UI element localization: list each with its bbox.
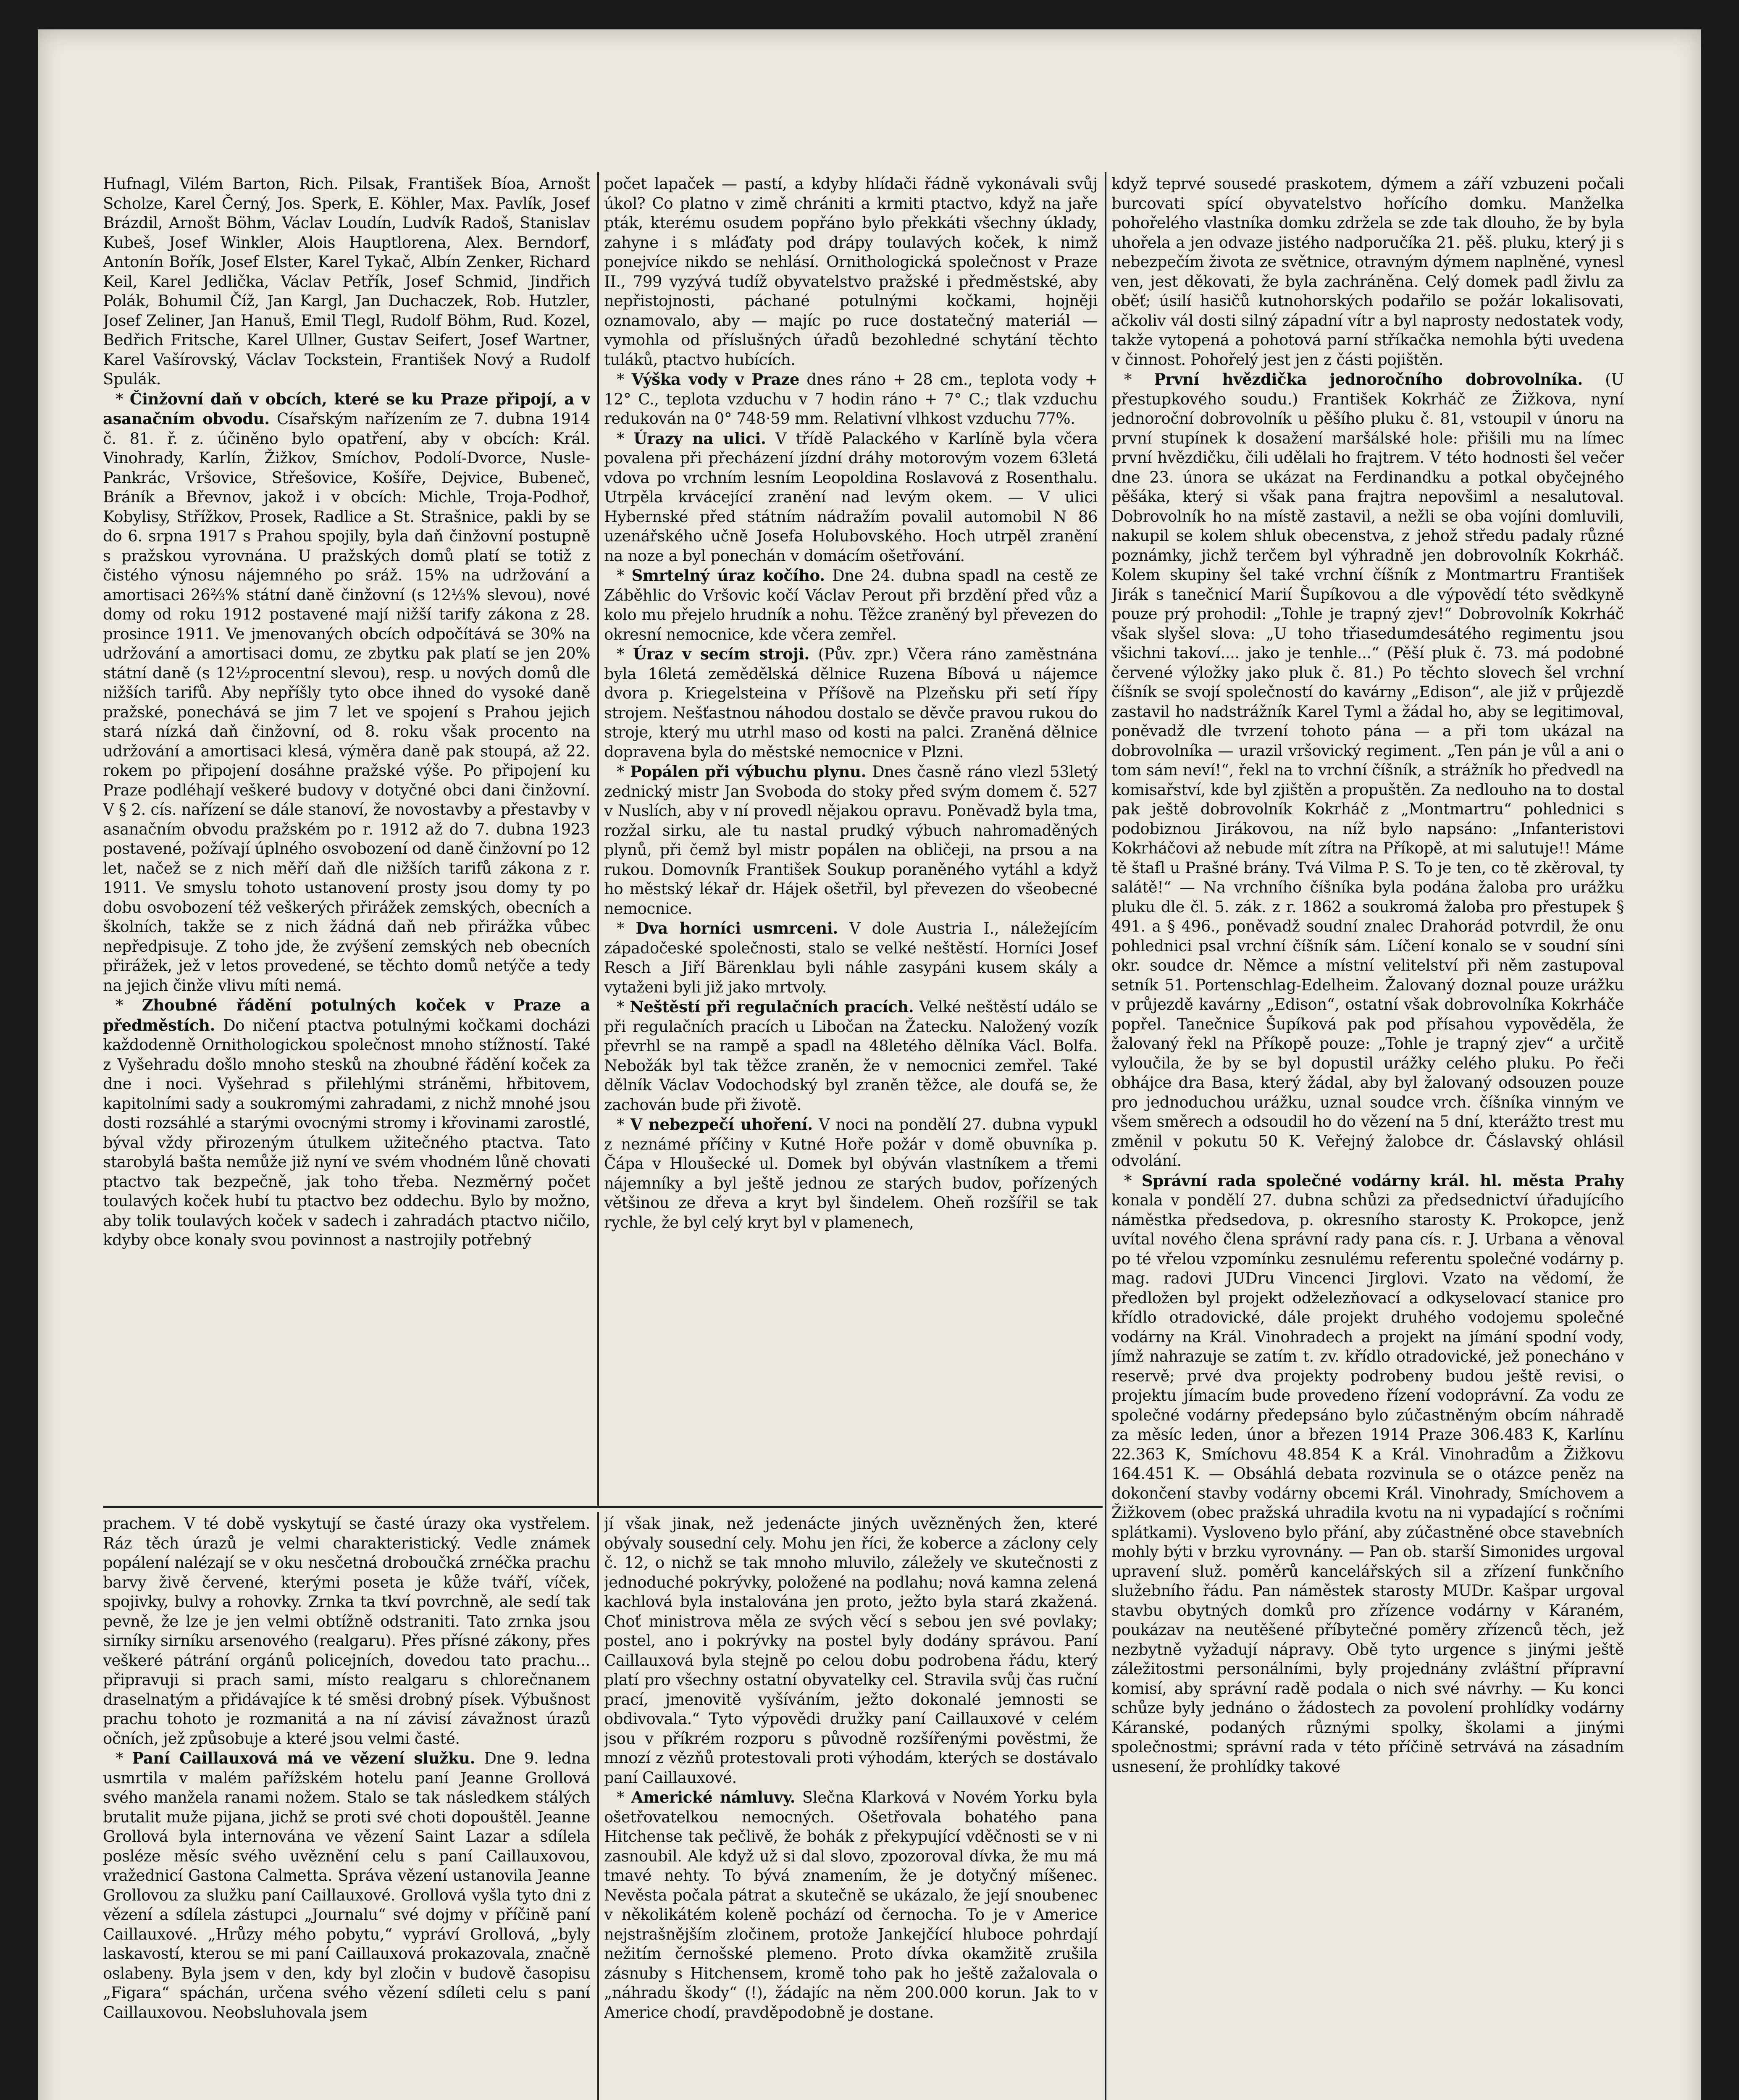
article-headline: Správní rada společné vodárny král. hl. města Prahy [1141, 1171, 1624, 1190]
top-column-3 [1111, 174, 1624, 2100]
article-text: V noci na pondělí 27. dubna vypukl z neznámé příčiny v Kutné Hoře požár v domě obuvníka p. Čápa v Hloušecké ul. Domek byl obýván vlastníkem a třemi nájemníky a byl ještě jednou ze starých budov, pořízených většinou ze dřeva a kryt byl šindelem. Oheň rozšířil se tak rychle, že byl celý kryt byl v plamenech, [604, 1116, 1098, 1231]
bottom-column-2 [604, 1514, 1098, 2100]
article-paragraph [103, 995, 590, 1250]
column-rule [597, 172, 599, 1508]
section-rule [103, 1506, 1103, 1508]
article-text: Císařským nařízením ze 7. dubna 1914 č. 81. ř. z. účiněno bylo opatření, aby v obcích: Král. Vinohrady, Karlín, Žižkov, Smíchov, Podolí-Dvorce, Nusle-Pankrác, Vršovice, Střešovice, Košíře, Dejvice, Bubeneč, Bráník a Břevnov, jakož i v obcích: Michle, Troja-Podhoř, Kobylisy, Střížkov, Prosek, Radlice a St. Strašnice, pakli by se do 6. srpna 1917 s Prahou spojily, byla daň činžovní postupně s pražskou vyrovnána. U pražských domů platí se totiž z čistého výnosu nájemného po sráž. 15% na udržování a amortisaci 26⅔% státní daně činžovní (s 12⅓% slevou), nové domy od roku 1912 postavené mají nižší tarify zákona z 28. prosince 1911. Ve jmenovaných obcích odpočítává se 30% na udržování a amortisaci domu, ze zbytku pak platí se jen 20% státní daně (s 12½procentní slevou), resp. u nových domů dle nižších tarifů. Aby nepříšly tyto obce ihned do vysoké daně pražské, ponechává se jim 7 let ve spojení s Prahou jejich stará nízká daň činžovní, od 8. roku však procento na udržování a amortisaci klesá, výměra daně pak stoupá, až 22. rokem po připojení dosáhne pražské výše. Po připojení ku Praze podléhají veškeré budovy v dotyčné obci dani činžovní. V § 2. cís. nařízení se dále stanoví, že novostavby a přestavby v asanačním obvodu pražském po r. 1912 až do 7. dubna 1923 postavené, požívají úplného osvobození od daně činžovní po 12 let, načež se z nich měří daň dle nižších tarifů zákona z r. 1911. Ve smyslu tohoto ustanovení prosty jsou domy ty po dobu osvobození též veškerých přirážek zemských, obecních a školních, takže se z nich žádná daň neb přirážka vůbec nepředpisuje. Z toho jde, že zvýšení zemských neb obecních přirážek, jež v letos provedené, se těchto domů netýče a tedy na jejich činže vlivu míti nemá. [103, 410, 590, 995]
article-paragraph [103, 1514, 590, 1748]
article-headline: Neštěstí při regulačních pracích. [630, 998, 914, 1016]
bullet-mark: * [617, 1788, 631, 1806]
article-headline: Zhoubné řádění potulných koček v Praze a předměstích. [103, 996, 590, 1034]
article-paragraph [604, 174, 1098, 370]
article-text: dnes ráno + 28 cm., teplota vody + 12° C., teplota vzduchu v 7 hodin ráno + 7° C.; tlak vzduchu redukován na 0° 748·59 mm. Relativní vlhkost vzduchu 77%. [604, 370, 1098, 428]
article-text: Dne 9. ledna usmrtila v malém pařížském hotelu paní Jeanne Grollová svého manžela ranami nožem. Stalo se tak následkem stálých brutalit muže pijana, jichž se proti své choti dopouštěl. Jeanne Grollová byla internována ve vězení Saint Lazar a sdílela posléze měsíc svého uvěznění celu s paní Caillauxovou, vražednicí Gastona Calmetta. Správa vězení ustanovila Jeanne Grollovou za služku paní Caillauxové. Grollová vyšla tyto dni z vězení a sdílela zástupci „Journalu“ své dojmy v příčině paní Caillauxové. „Hrůzy mého pobytu,“ vypráví Grollová, „byly laskavostí, kterou se mi paní Caillauxová prokazovala, značně oslabeny. Byla jsem v den, kdy byl zločin v budově časopisu „Figara“ spáchán, určena svého vězení sdíleti celu s paní Caillauxovou. Neobsluhovala jsem [103, 1749, 590, 2021]
article-headline: Paní Caillauxová má ve vězení služku. [132, 1749, 475, 1767]
article-headline: Smrtelný úraz kočího. [631, 566, 825, 585]
bullet-mark: * [617, 998, 630, 1016]
top-column-1 [103, 174, 590, 1499]
article-headline: Popálen při výbuchu plynu. [630, 762, 866, 781]
article-paragraph [103, 174, 590, 389]
article-text: když teprvé sousedé praskotem, dýmem a září vzbuzeni počali burcovati spící obyvatelstvo hořícího domku. Manželka pohořelého vlastníka domku zdržela se zde tak dlouho, že by byla uhořela a jen odvaze jistého nadporučíka 21. pěš. pluku, který ji s nebezpečím života ze světnice, otravným dýmem naplněné, vynesl ven, jest děkovati, že byla zachráněna. Celý domek padl živlu za oběť; úsilí hasičů kutnohorských podařilo se požár lokalisovati, ačkoliv vál dosti silný západní vítr a byl naprosty nedostatek vody, takže vytopená a pohotová parní stříkačka nemohla býti uvedena v činnost. Pohořelý jest jen z části pojištěn. [1111, 175, 1624, 369]
article-paragraph [1111, 1171, 1624, 1777]
bullet-mark: * [617, 645, 633, 663]
article-text: V dole Austria I., náležejícím západočeské společnosti, stalo se velké neštěstí. Horníci Josef Resch a Jiří Bärenklau byli náhle zasypáni kusem skály a vytaženi byli již jako mrtvoly. [604, 919, 1098, 996]
article-paragraph [604, 566, 1098, 644]
article-text: Slečna Klarková v Novém Yorku byla ošetřovatelkou nemocných. Ošetřovala bohatého pana Hitchense tak pečlivě, že bohák z překypující vděčnosti se v ni zasnoubil. Ale když už si dal slovo, zpozoroval dívka, že mu má tmavé nehty. To bývá znamením, že je dotyčný míšenec. Nevěsta počala pátrat a skutečně se ukázalo, že její snoubenec v několikátém koleně pochází od černocha. To je v Americe nejstrašnějším zločinem, protože Jankejčící hluboce pohrdají nežitím černošské plemeno. Proto dívka okamžitě zrušila zásnuby s Hitchensem, kromě toho pak ho ještě zažalovala o „náhradu škody“ (!), žádajíc na něm 200.000 korun. Jak to v Americe chodí, pravděpodobně je dostane. [604, 1788, 1098, 2021]
bullet-mark: * [617, 763, 630, 781]
article-headline: První hvězdička jednoročního dobrovolníka. [1154, 370, 1583, 388]
bullet-mark: * [116, 996, 142, 1014]
bottom-column-1 [103, 1514, 590, 2100]
article-paragraph [604, 1788, 1098, 2022]
article-paragraph [604, 644, 1098, 762]
article-paragraph [604, 919, 1098, 997]
top-column-2 [604, 174, 1098, 1499]
article-paragraph [604, 997, 1098, 1115]
bullet-mark: * [617, 370, 632, 388]
bullet-mark: * [617, 429, 634, 448]
article-headline: Výška vody v Praze [631, 370, 799, 388]
article-paragraph [604, 370, 1098, 429]
article-text: počet lapaček — pastí, a kdyby hlídači řádně vykonávali svůj úkol? Co platno v zimě chrániti a krmiti ptactvo, když na jaře pták, kterému osudem popřáno bylo překkáti všechny úklady, zahyne i s mláďaty pod drápy toulavých koček, k nimž ponejvíce nikdo se nehlásí. Ornithologická společnost v Praze II., 799 vyzývá tudíž obyvatelstvo pražské i předměstské, aby nepřistojnosti, páchané potulnými kočkami, hojněji oznamovalo, aby — majíc po ruce dostatečný materiál — vymohla od příslušných úřadů bezohledné schytání těchto tuláků, ptactvo hubících. [604, 175, 1098, 369]
bullet-mark: * [617, 919, 636, 937]
article-paragraph [604, 429, 1098, 566]
article-paragraph [604, 762, 1098, 919]
bullet-mark: * [1124, 370, 1154, 388]
column-rule [1105, 172, 1106, 2100]
article-paragraph [103, 389, 590, 996]
article-headline: Úrazy na ulici. [633, 429, 766, 448]
article-paragraph [604, 1514, 1098, 1788]
article-text: jí však jinak, než jedenácte jiných uvězněných žen, které obývaly sousední cely. Mohu jen říci, že koberce a záclony cely č. 12, o nichž se tak mnoho mluvilo, záležely ve skutečnosti z jednoduché pokrývky, položené na podlahu; nová kamna zelená kachlová byla instalována jen proto, ježto byla stará zkažená. Choť ministrova měla ze svých věcí s sebou jen své povlaky; postel, ano i pokrývky na postel byly dodány správou. Paní Caillauxová byla stejně po celou dobu podrobena řádu, který platí pro všechny ostatní obyvatelky cel. Stravila svůj čas ruční prací, jmenovitě vyšíváním, ježto dokonalé jemnosti se obdivovala.“ Tyto výpovědi družky paní Caillauxové v celém jsou v příkrém rozporu s původně rozšířenými pověstmi, že mnozí z vězňů protestovali proti výhodám, kterých se dostávalo paní Caillauxové. [604, 1515, 1098, 1787]
bullet-mark: * [617, 1116, 630, 1134]
article-text: Dnes časně ráno vlezl 53letý zednický mistr Jan Svoboda do stoky před svým domem č. 527 v Nuslích, aby v ní provedl nějakou opravu. Poněvadž byla tma, rozžal sirku, ale tu nastal prudký výbuch nahromaděných plynů, při čemž byl mistr popálen na obličeji, na prsou a na rukou. Domovník František Soukup poraněného vytáhl a když ho městský lékař dr. Hájek ošetřil, byl převezen do všeobecné nemocnice. [604, 763, 1098, 918]
article-headline: Úraz v secím stroji. [633, 645, 809, 663]
article-text: Hufnagl, Vilém Barton, Rich. Pilsak, František Bíoa, Arnošt Scholze, Karel Černý, Jos. Sperk, E. Köhler, Max. Pavlík, Josef Brázdil, Arnošt Böhm, Václav Loudín, Ludvík Radoš, Stanislav Kubeš, Josef Winkler, Alois Hauptlorena, Alex. Berndorf, Antonín Bořík, Josef Elster, Karel Tykač, Albín Zenker, Richard Keil, Karel Jedlička, Václav Petřík, Josef Schmid, Jindřich Polák, Bohumil Číž, Jan Kargl, Jan Duchaczek, Rob. Hutzler, Josef Zeliner, Jan Hanuš, Emil Tlegl, Rudolf Böhm, Rud. Kozel, Bedřich Fritsche, Karel Ullner, Gustav Seifert, Josef Wartner, Karel Vašírovský, Václav Tockstein, František Nový a Rudolf Spulák. [103, 175, 590, 388]
bullet-mark: * [116, 1749, 132, 1767]
article-text: Velké neštěstí událo se při regulačních pracích u Libočan na Žatecku. Naložený vozík převrhl se na rampě a spadl na 48letého dělníka Václ. Bolfa. Nebožák byl tak těžce zraněn, že v nemocnici zemřel. Také dělník Václav Vodochodský byl zraněn těžce, ale doufá se, že zachován bude při životě. [604, 998, 1098, 1114]
article-text: prachem. V té době vyskytují se časté úrazy oka vystřelem. Ráz těch úrazů je velmi charakteristický. Vedle známek popálení nalézají se v oku nesčetná droboučká zrnéčka prachu barvy živě červené, kterými poseta je kůže tváří, víček, spojivky, bulvy a rohovky. Zrnka ta tkví povrchně, ale sedí tak pevně, že lze je jen velmi obtížně odstraniti. Tato zrnka jsou sirníky sirníku arsenového (realgaru). Přes přísné zákony, přes veškeré pátrání orgánů policejních, dovedou tato prachu... připravuji si prach sami, místo realgaru s chlorečnanem draselnatým a přidávajíce k té směsi drobný písek. Výbušnost prachu tohoto je rozmanitá a na ní závisí závažnost úrazů očních, jež způsobuje a které jsou velmi časté. [103, 1515, 590, 1748]
article-headline: Činžovní daň v obcích, které se ku Praze připojí, a v asanačním obvodu. [103, 389, 590, 428]
article-text: konala v pondělí 27. dubna schůzi za předsednictví úřadujícího náměstka předsedova, p. okresního starosty K. Prokopce, jenž uvítal nového člena správní rady pana cís. r. J. Urbana a věnoval po té vřelou vzpomínku zesnulému referentu společné vodárny p. mag. radovi JUDru Vincenci Jirglovi. Vzato na vědomí, že předložen byl projekt odželezňovací a odkyselovací stanice pro křídlo otradovické, dále projekt druhého vodojemu společné vodárny na Král. Vinohradech a projekt na jímání spodní vody, jímž nahrazuje se zatím t. zv. křídlo otradovické, jež ponecháno v reservě; prvé dva projekty podrobeny budou ještě revisi, o projektu jímacím bude provedeno řízení vodoprávní. Za vodu ze společné vodárny předepsáno bylo zúčastněným obcím náhradě za měsíc leden, únor a březen 1914 Praze 306.483 K, Karlínu 22.363 K, Smíchovu 48.854 K a Král. Vinohradům a Žižkovu 164.451 K. — Obsáhlá debata rozvinula se o otázce peněz na dokončení stavby vodárny obcemi Král. Vinohrady, Smíchovem a Žižkovem (obec pražská uhradila kvotu na ni vypadající s ročními splátkami). Vysloveno bylo přání, aby zúčastněné obce stavebních mohly býti v brzku vyrovnány. — Pan ob. starší Simonides urgoval upravení služ. poměrů kancelářských sil a zřízení funkčního služebního řádu. Pan náměstek starosty MUDr. Kašpar urgoval stavbu obytných domků pro zřízence vodárny v Káraném, poukázav na neutěšené příbytečné poměry zřízenců těch, jež nezbytně vyžadují nápravy. Obě tyto urgence s jinými ještě záležitostmi personálními, byly projednány zvláštní přípravní komisí, aby správní radě podala o nich své návrhy. — Ku konci schůze byly jednáno o žádostech za povolení prohlídky vodárny Káranské, podaných různými spolky, školami a jinými společnostmi; správní rada v této příčině setrvává na zásadním usnesení, že prohlídky takové [1111, 1191, 1624, 1776]
article-headline: Dva horníci usmrceni. [636, 919, 838, 937]
article-headline: Americké námluvy. [631, 1788, 796, 1806]
article-paragraph [1111, 174, 1624, 370]
article-paragraph [1111, 370, 1624, 1171]
bullet-mark: * [116, 390, 130, 408]
bullet-mark: * [617, 567, 632, 585]
article-text: (Pův. zpr.) Včera ráno zaměstnána byla 16letá zemědělská dělnice Ruzena Bíbová u nájemce dvora p. Kriegelsteina v Příšově na Plzeňsku při setí řípy strojem. Nešťastnou náhodou dostalo se děvče pravou rukou do stroje, který mu utrhl maso od kosti na palci. Zraněná dělnice dopravena byla do městské nemocnice v Plzni. [604, 645, 1098, 761]
article-text: Dne 24. dubna spadl na cestě ze Záběhlic do Vršovic kočí Václav Perout při brzdění před vůz a kolo mu přejelo hrudník a nohu. Těžce zraněný byl převezen do okresní nemocnice, kde včera zemřel. [604, 567, 1098, 643]
article-text: (U přestupkového soudu.) František Kokrháč ze Žižkova, nyní jednoroční dobrovolník u pěšího pluku č. 81, vstoupil v únoru na první stupínek k dosažení maršálské hole: přišili mu na límec první hvězdičku, čili udělali ho frajtrem. V této hodnosti šel večer dne 23. února se ukázat na Ferdinandku a potkal obyčejného pěšáka, který si však pana frajtra nepovšiml a nesalutoval. Dobrovolník ho na místě zastavil, a nežli se oba vojíni domluvili, nakupil se kolem shluk obecenstva, z jehož středu padaly různé poznámky, jichž terčem byl výhradně jen dobrovolník Kokrháč. Kolem skupiny šel také vrchní číšník z Montmartru František Jirák s tanečnicí Marií Šupíkovou a dle výpovědí této svědkyně pouze prý prohodil: „Tohle je trapný zjev!“ Dobrovolník Kokrháč však slyšel slova: „U toho třiasedumdesátého regimentu jsou všichni takoví.... jako je tenhle...“ (Pěší pluk č. 73. má podobné červené výložky jako pluk č. 81.) Po těchto slovech šel vrchní číšník se svojí společností do kavárny „Edison“, ale již v průjezdě zastavil ho nadstrážník Karel Tyml a žádal ho, aby se legitimoval, poněvadž dle tvrzení tohoto pána — a při tom ukázal na dobrovolníka — urazil vršovický regiment. „Ten pán je vůl a ani o tom sám neví!“, řekl na to vrchní číšník, a strážník ho předvedl na komisařství, kde byl zjištěn a propuštěn. Za nedlouho na to dostal pak ještě dobrovolník Kokrháč z „Montmartru“ pohlednici s podobiznou Jirákovou, na níž bylo napsáno: „Infanteristovi Kokrháčovi až nebude mít zítra na Příkopě, at mi salutuje!! Máme tě štafl u Prašné brány. Tvá Vilma P. S. To je ten, co tě zkěroval, ty salátě!“ — Na vrchního číšníka byla podána žaloba pro urážku pluku dle čl. 5. zák. z r. 1862 a soukromá žaloba pro přestupek § 491. a § 496., poněvadž soudní znalec Drahorád potvrdil, že onu pohlednici psal vrchní číšník sám. Líčení konalo se v soudní síni okr. soudce dr. Němce a místní velitelství při něm zastupoval setník 51. Portenschlag-Edelheim. Žalovaný doznal pouze urážku v průjezdě kavárny „Edison“, ostatní však dobrovolníka Kokrháče popřel. Tanečnice Šupíková pak pod přísahou vypověděla, že žalovaný řekl na Příkopě pouze: „Tohle je trapný zjev“ a určitě vyloučila, že by se byl dopustil urážky celého pluku. Po řeči obhájce dra Basa, který žádal, aby byl žalovaný odsouzen pouze pro jednoduchou urážku, uznal soudce vrch. číšníka vinným ve všem směrech a odsoudil ho do vězení na 5 dní, kterážto trest mu změnil v pokutu 50 K. Veřejný žalobce dr. Čáslavský ohlásil odvolání. [1111, 370, 1624, 1170]
column-rule [597, 1512, 599, 2100]
article-headline: V nebezpečí uhoření. [630, 1115, 813, 1134]
article-text: Do ničení ptactva potulnými kočkami docházi každodenně Ornithologickou společnost mnoho stížností. Také z Vyšehradu došlo mnoho stesků na zhoubné řádění koček za dne i noci. Vyšehrad s přilehlými stráněmi, hřbitovem, kapitolními sady a soukromými zahradami, z nichž mnohé jsou dosti rozsáhlé a starými ovocnými stromy i křovinami zarostlé, býval vždy přirozeným útulkem užitečného ptactva. Tato starobylá bašta nemůže již nyní ve svém vhodném lůně chovati ptactvo tak bezpečně, jak toho třeba. Nezměrný počet toulavých koček hubí tu ptactvo bez oddechu. Bylo by možno, aby tolik toulavých koček v sadech i zahradách ptactvo ničilo, kdyby obce konaly svou povinnost a nastrojily potřebný [103, 1016, 590, 1249]
bullet-mark: * [1124, 1171, 1142, 1190]
article-text: V třídě Palackého v Karlíně byla včera povalena při přecházení jízdní dráhy motorovým vozem 63letá vdova po vrchním lesním Leopoldina Roslavová z Rosenthalu. Utrpěla krvácející zranění nad levým okem. — V ulici Hybernské před státním nádražím povalil automobil N 86 uzenářského učně Josefa Holubovského. Hoch utrpěl zranění na noze a byl ponechán v domácím ošetřování. [604, 429, 1098, 565]
article-paragraph [604, 1115, 1098, 1232]
article-paragraph [103, 1748, 590, 2022]
newspaper-page [38, 29, 1701, 2100]
